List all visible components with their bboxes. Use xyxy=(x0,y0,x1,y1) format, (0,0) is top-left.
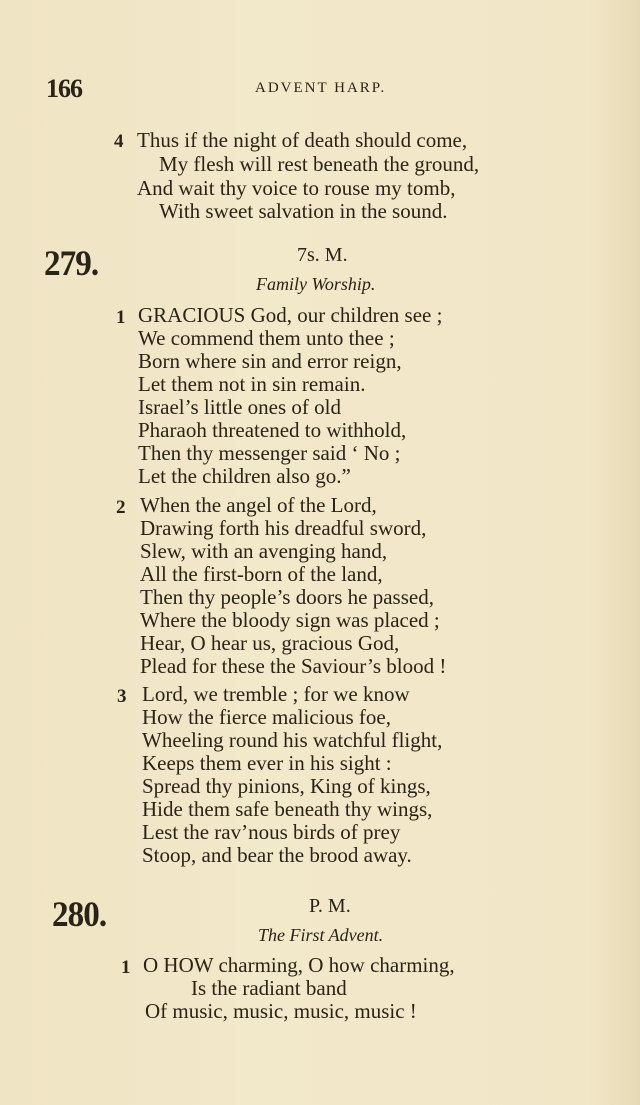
verse-line: Hide them safe beneath thy wings, xyxy=(142,797,433,821)
verse-line: Born where sin and error reign, xyxy=(138,349,402,373)
verse-line: Then thy people’s doors he passed, xyxy=(140,585,434,609)
verse-number: 1 xyxy=(121,957,131,978)
verse-line: Slew, with an avenging hand, xyxy=(140,539,388,563)
verse-number: 4 xyxy=(114,131,124,152)
verse-line: Let the children also go.” xyxy=(138,464,351,488)
verse-line: Plead for these the Saviour’s blood ! xyxy=(140,654,447,678)
verse-line: Where the bloody sign was placed ; xyxy=(140,608,440,632)
verse-line: Pharaoh threatened to withhold, xyxy=(138,418,407,442)
verse-number: 1 xyxy=(116,307,126,328)
verse-line: When the angel of the Lord, xyxy=(140,493,377,517)
verse-line: My flesh will rest beneath the ground, xyxy=(159,152,480,176)
verse-number: 2 xyxy=(116,497,126,518)
page-number: 166 xyxy=(46,74,82,103)
verse-line: Let them not in sin remain. xyxy=(138,372,366,396)
hymn-title: The First Advent. xyxy=(258,925,384,945)
hymn-number: 279. xyxy=(44,243,99,283)
verse-line: O HOW charming, O how charming, xyxy=(143,953,455,977)
verse-line: Keeps them ever in his sight : xyxy=(142,751,392,775)
verse-line: Drawing forth his dreadful sword, xyxy=(140,516,427,540)
verse-line: We commend them unto thee ; xyxy=(138,326,395,350)
verse-line: GRACIOUS God, our children see ; xyxy=(138,303,443,327)
verse-number: 3 xyxy=(117,686,127,707)
verse-line: How the fierce malicious foe, xyxy=(142,705,391,729)
verse-line: And wait thy voice to rouse my tomb, xyxy=(137,176,456,200)
page-header xyxy=(0,74,640,104)
verse-line: Wheeling round his watchful flight, xyxy=(142,728,443,752)
verse-line: Israel’s little ones of old xyxy=(138,395,341,419)
verse-line: Is the radiant band xyxy=(191,976,347,1000)
verse-line: Lest the rav’nous birds of prey xyxy=(142,820,401,844)
verse-line: All the first-born of the land, xyxy=(140,562,383,586)
verse-line: Stoop, and bear the brood away. xyxy=(142,843,412,867)
verse-line: Thus if the night of death should come, xyxy=(137,128,468,152)
hymn-meter: 7s. M. xyxy=(297,244,348,266)
verse-line: Then thy messenger said ‘ No ; xyxy=(138,441,401,465)
verse-line: Spread thy pinions, King of kings, xyxy=(142,774,431,798)
verse-line: Lord, we tremble ; for we know xyxy=(142,682,410,706)
hymn-title: Family Worship. xyxy=(256,274,376,294)
verse-line: With sweet salvation in the sound. xyxy=(159,199,448,223)
verse-line: Of music, music, music, music ! xyxy=(145,999,417,1023)
hymn-meter: P. M. xyxy=(309,895,351,917)
hymn-number: 280. xyxy=(52,894,107,934)
running-title: ADVENT HARP. xyxy=(255,80,387,96)
verse-line: Hear, O hear us, gracious God, xyxy=(140,631,400,655)
